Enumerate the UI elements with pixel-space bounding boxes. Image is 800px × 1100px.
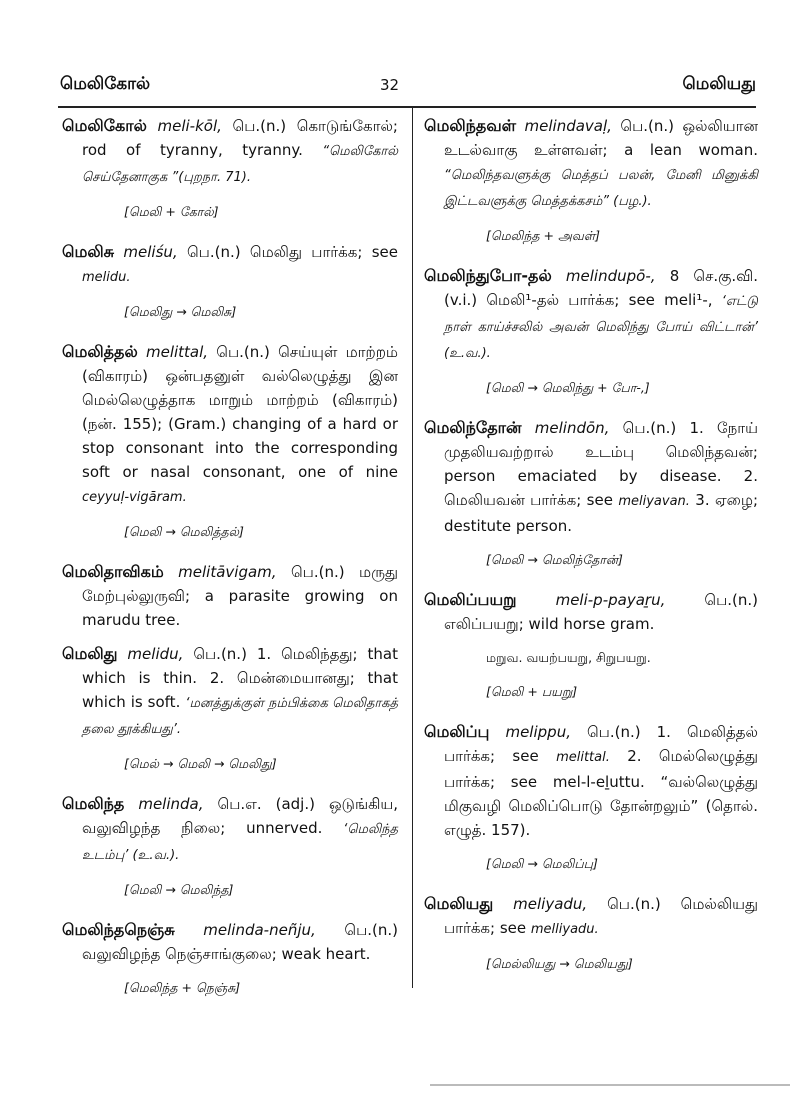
entry-example: “மெலிந்தவளுக்கு மெத்தப் பலன், மேனி மினுக்கி இட்டவளுக்கு மெத்தக்கசம்” (பழ.). — [444, 168, 758, 209]
entry-headword: மெலிந்தநெஞ்சு — [62, 920, 175, 939]
entry-etymology: [மெலிந்த + அவள்] — [486, 228, 600, 243]
entry-headword: மெலிந்துபோ-தல் — [424, 266, 552, 285]
entry-example: ‘எட்டு நாள் காய்ச்சலில் அவன் மெலிந்து போய் விட்டான்’ (உ.வ.). — [444, 294, 758, 361]
entry-part-of-speech: பெ.(n.) — [587, 895, 661, 913]
entry-etymology: [மெலி → மெலித்தல்] — [124, 524, 244, 539]
entry-transliteration: melinda, — [124, 795, 204, 813]
entry-transliteration: melinda-neñju, — [174, 921, 316, 939]
entry-headword: மெலிதாவிகம் — [62, 562, 164, 581]
entry-definition: மெலி¹-தல் பார்க்க; see meli¹-, — [477, 291, 722, 309]
entry-definition: வலுவிழந்த நெஞ்சாங்குலை; weak heart. — [82, 945, 371, 963]
entry-headword: மெலிப்பயறு — [424, 590, 517, 609]
dictionary-entry — [62, 114, 398, 190]
entry-transliteration: melindōn, — [521, 419, 610, 437]
entry-headword: மெலிப்பு — [424, 722, 490, 741]
entry-part-of-speech: பெ.(n.) — [221, 117, 287, 135]
entry-headword: மெலிகோல் — [62, 116, 147, 135]
entry-etymology: [மெலி → மெலிப்பு] — [486, 856, 598, 871]
dictionary-entry — [62, 918, 398, 966]
entry-definition: ஒல்லியான உடல்வாகு உள்ளவள்; a lean woman. — [444, 117, 759, 159]
entry-etymology: [மெலி → மெலிந்த] — [124, 882, 234, 897]
header-right-guide-word: மெலியது — [682, 74, 756, 94]
entry-etymology: [மெலி → மெலிந்து + போ-,] — [486, 380, 650, 395]
entry-headword: மெலிசு — [62, 242, 115, 261]
entry-headword: மெலிந்தவள் — [424, 116, 517, 135]
entry-etymology: [மெல் → மெலி → மெலிது] — [124, 756, 277, 771]
entry-definition: மெலிது பார்க்க; see — [240, 243, 398, 261]
entry-part-of-speech: பெ.(n.) — [276, 563, 345, 581]
entry-transliteration: melittal, — [137, 343, 209, 361]
left-column — [62, 114, 398, 1016]
entry-part-of-speech: பெ.(n.) — [611, 117, 674, 135]
entry-transliteration: melindupō-, — [551, 267, 656, 285]
dictionary-entry — [424, 264, 758, 366]
entry-definition-continued: 2. மெல்லெழுத்து பார்க்க; see mel-l-eḻuttu. “வல்லெழுத்து மிகுவழி மெலிப்பொடு தோன்றலும்” (தொல். எழுத். 157). — [444, 747, 758, 839]
entry-definition-continued: 3. ஏழை; destitute person. — [444, 491, 758, 535]
entry-example: melidu. — [82, 270, 131, 285]
entry-transliteration: melippu, — [489, 723, 571, 741]
entry-transliteration: melitāvigam, — [163, 563, 277, 581]
entry-part-of-speech: பெ.(n.) — [315, 921, 398, 939]
entry-example: ‘மனத்துக்குள் நம்பிக்கை மெலிதாகத் தலை தூக்கியது’. — [82, 696, 398, 737]
entry-part-of-speech: பெ.(n.) — [183, 645, 247, 663]
entry-etymology: [மெலி + கோல்] — [124, 204, 219, 219]
entry-etymology: [மெலி → மெலிந்தோன்] — [486, 552, 623, 567]
entry-part-of-speech: பெ.(n.) — [570, 723, 641, 741]
footer-rule — [430, 1084, 790, 1086]
entry-definition: 1. நோய் முதலியவற்றால் உடம்பு மெலிந்தவன்; person emaciated by disease. 2. மெலியவன் பார்க்க; see — [444, 419, 758, 509]
dictionary-entry — [424, 114, 758, 214]
entry-definition: செய்யுள் மாற்றம் (விகாரம்) ஒன்பதனுள் வல்லெழுத்து இன மெல்லெழுத்தாக மாறும் மாற்றம் (விகாரம்) (நன். 155); (Gram.) changing of a hard or stop consonant into the corresponding soft or nasal consonant, one of nine — [82, 343, 398, 481]
entry-part-of-speech: பெ.(n.) — [208, 343, 270, 361]
entry-part-of-speech: பெ.(n.) — [665, 591, 758, 609]
entry-example: ‘மெலிந்த உடம்பு’ (உ.வ.). — [82, 822, 398, 863]
entry-example: melittal. — [556, 750, 610, 765]
dictionary-entry — [62, 340, 398, 510]
entry-definition: எலிப்பயறு; wild horse gram. — [444, 615, 655, 633]
entry-definition: மெல்லியது பார்க்க; see — [444, 895, 758, 937]
dictionary-entry — [424, 416, 758, 538]
page-number: 32 — [380, 76, 400, 94]
entry-part-of-speech: 8 செ.கு.வி. (v.i.) — [444, 267, 759, 309]
entry-definition: கொடுங்கோல்; rod of tyranny, tyranny. — [82, 117, 398, 159]
dictionary-entry — [62, 792, 398, 868]
entry-example: melliyadu. — [530, 922, 599, 937]
dictionary-entry — [424, 588, 758, 636]
entry-transliteration: meliyadu, — [493, 895, 588, 913]
entry-part-of-speech: பெ.(n.) — [177, 243, 241, 261]
entry-transliteration: meliśu, — [114, 243, 178, 261]
entry-transliteration: melindavaḷ, — [516, 117, 612, 135]
dictionary-entry — [424, 892, 758, 942]
entry-headword: மெலிந்த — [62, 794, 125, 813]
entry-example: ceyyuḷ-vigāram. — [82, 490, 187, 505]
entry-part-of-speech: பெ.(n.) — [609, 419, 677, 437]
entry-headword: மெலியது — [424, 894, 494, 913]
entry-synonyms: மறுவ. வயற்பயறு, சிறுபயறு. — [486, 650, 651, 665]
dictionary-entry — [62, 560, 398, 632]
entry-part-of-speech: பெ.எ. (adj.) — [203, 795, 315, 813]
entry-transliteration: meli-p-payaṟu, — [516, 591, 666, 609]
entry-headword: மெலிது — [62, 644, 118, 663]
entry-etymology: [மெலி + பயறு] — [486, 684, 578, 699]
dictionary-entry — [62, 642, 398, 742]
right-column — [424, 114, 758, 992]
entry-example: “மெலிகோல் செய்தேனாகுக ”(புறநா. 71). — [82, 144, 398, 185]
entry-definition: 1. மெலிந்தது; that which is thin. 2. மென்மையானது; that which is soft. — [82, 645, 398, 711]
dictionary-entry — [62, 240, 398, 290]
header-rule — [58, 106, 756, 108]
entry-definition: ஒடுங்கிய, வலுவிழந்த நிலை; unnerved. — [82, 795, 398, 837]
entry-headword: மெலித்தல் — [62, 342, 138, 361]
entry-headword: மெலிந்தோன் — [424, 418, 522, 437]
entry-etymology: [மெலிந்த + நெஞ்சு] — [124, 980, 241, 995]
entry-transliteration: melidu, — [117, 645, 184, 663]
entry-transliteration: meli-kōl, — [146, 117, 222, 135]
header-left-guide-word: மெலிகோல் — [60, 74, 151, 94]
entry-definition: மருது மேற்புல்லுருவி; a parasite growing on marudu tree. — [82, 563, 398, 629]
entry-etymology: [மெலிது → மெலிசு] — [124, 304, 237, 319]
entry-definition: 1. மெலித்தல் பார்க்க; see — [444, 723, 758, 765]
column-divider — [412, 108, 413, 988]
dictionary-entry — [424, 720, 758, 842]
entry-example: meliyavan. — [618, 494, 690, 509]
entry-etymology: [மெல்லியது → மெலியது] — [486, 956, 633, 971]
